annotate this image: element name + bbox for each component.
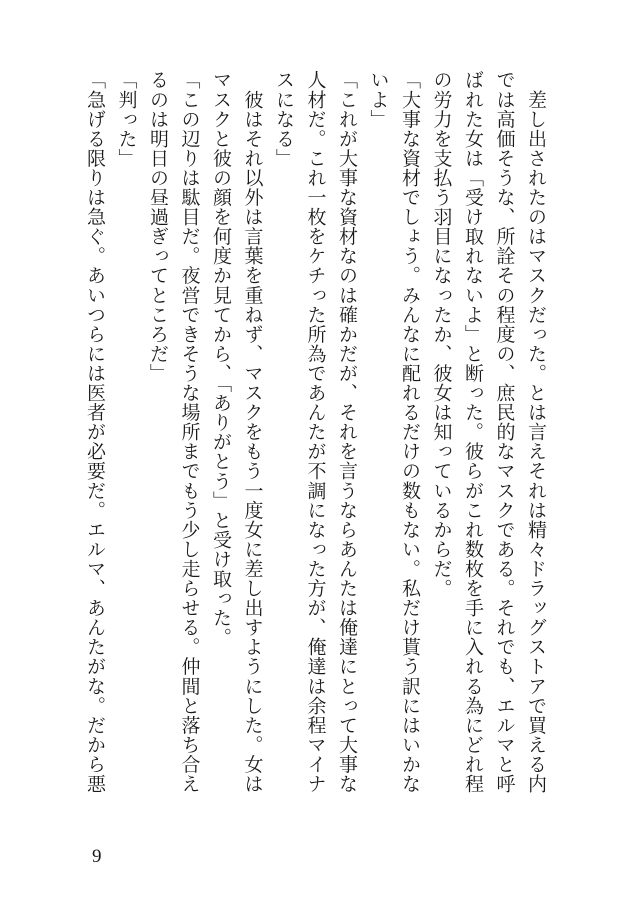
body-text <box>79 70 552 840</box>
text-line: の労力を支払う羽目になったか、彼女は知っているからだ。 <box>430 70 453 598</box>
text-line: いよ」 <box>367 70 390 129</box>
text-line: ばれた女は「受け取れないよ」と断った。彼らがこれ数枚を手に入れる為にどれ程 <box>462 70 484 794</box>
text-line: 「大事な資材でしょう。みんなに配れるだけの数もない。私だけ貰う訳にはいかな <box>399 70 421 794</box>
text-line: 人材だ。これ一枚をケチった所為であんたが不調になった方が、俺達は余程マイナ <box>304 70 327 794</box>
text-line: 彼はそれ以外は言葉を重ねず、マスクをもう一度女に差し出すようにした。女は <box>241 70 264 794</box>
page-number: 9 <box>92 846 102 867</box>
text-line: 「これが大事な資材なのは確かだが、それを言うならあんたは俺達にとって大事な <box>336 70 358 794</box>
text-line: 差し出されたのはマスクだった。とは言えそれは精々ドラッグストアで買える内 <box>525 70 547 794</box>
text-line: 「この辺りは駄目だ。夜営できそうな場所までもう少し走らせる。仲間と落ち合え <box>178 70 201 794</box>
text-line: 「急げる限りは急ぐ。あいつらには医者が必要だ。エルマ、あんたがな。だから悪 <box>84 70 106 794</box>
text-line: るのは明日の昼過ぎってところだ」 <box>147 70 169 383</box>
text-line: では高価そうな、所詮その程度の、庶民的なマスクである。それでも、エルマと呼 <box>493 70 516 794</box>
text-line: 「判った」 <box>115 70 138 168</box>
text-line: マスクと彼の顔を何度か見てから、「ありがとう」と受け取った。 <box>210 70 232 647</box>
text-line: スになる」 <box>273 70 295 168</box>
